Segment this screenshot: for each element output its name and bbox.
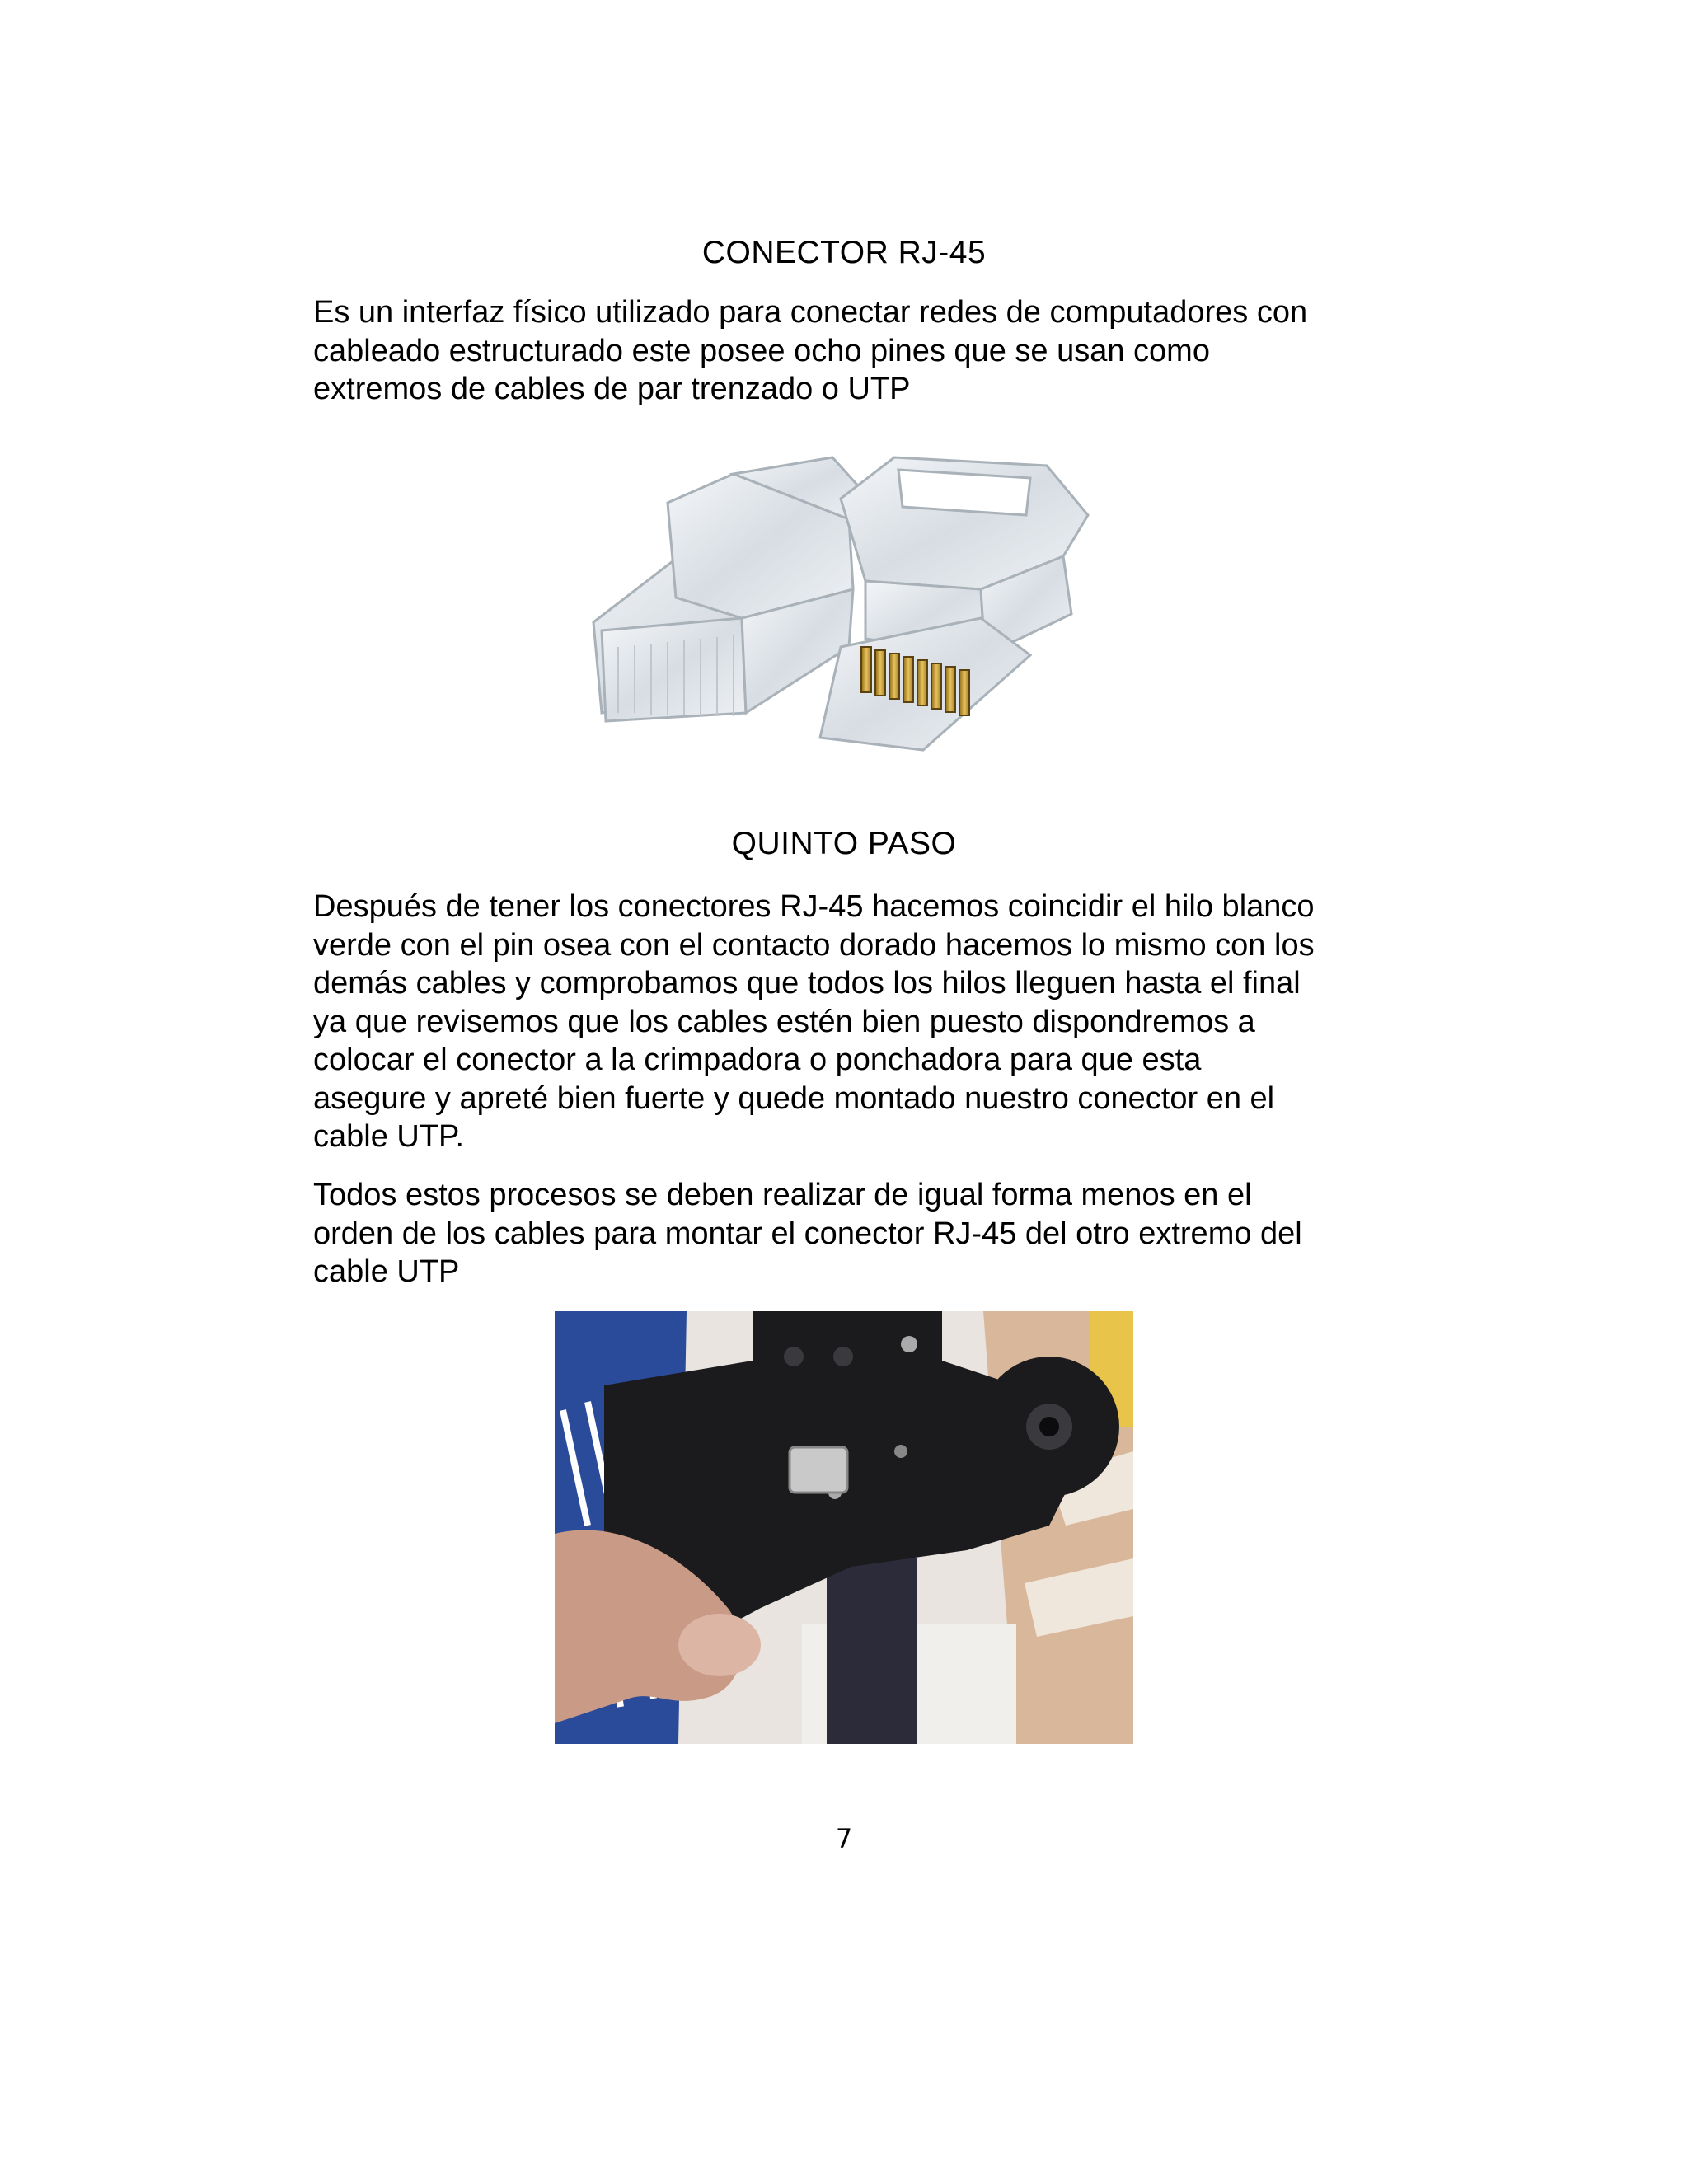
page-number: 7 xyxy=(835,1823,853,1854)
step5-paragraph-1 xyxy=(313,888,1385,1156)
text-line: verde con el pin osea con el contacto dorado hacemos lo mismo con los xyxy=(313,927,1315,963)
text-line: orden de los cables para montar el conector RJ-45 del otro extremo del xyxy=(313,1216,1302,1251)
text-line: extremos de cables de par trenzado o UTP xyxy=(313,372,911,406)
step5-paragraph-2 xyxy=(313,1176,1385,1291)
text-line: cableado estructurado este posee ocho pines que se usan como xyxy=(313,333,1210,368)
crimping-tool-photo-icon xyxy=(555,1311,1133,1744)
text-line: ya que revisemos que los cables estén bien puesto dispondremos a xyxy=(313,1004,1255,1039)
text-line: Es un interfaz físico utilizado para conectar redes de computadores con xyxy=(313,295,1308,330)
text-line: Después de tener los conectores RJ-45 hacemos coincidir el hilo blanco xyxy=(313,889,1315,924)
text-line: cable UTP xyxy=(313,1254,460,1289)
text-line: cable UTP. xyxy=(313,1119,465,1154)
text-line: demás cables y comprobamos que todos los hilos lleguen hasta el final xyxy=(313,966,1301,1001)
connector-description xyxy=(313,293,1385,409)
rj45-connectors-photo-icon xyxy=(569,441,1129,787)
section-heading-connector: CONECTOR RJ-45 xyxy=(701,235,987,270)
text-line: Todos estos procesos se deben realizar de igual forma menos en el xyxy=(313,1178,1252,1212)
section-heading-step5: QUINTO PASO xyxy=(731,826,957,861)
text-line: asegure y apreté bien fuerte y quede montado nuestro conector en el xyxy=(313,1080,1275,1116)
text-line: colocar el conector a la crimpadora o ponchadora para que esta xyxy=(313,1043,1202,1077)
